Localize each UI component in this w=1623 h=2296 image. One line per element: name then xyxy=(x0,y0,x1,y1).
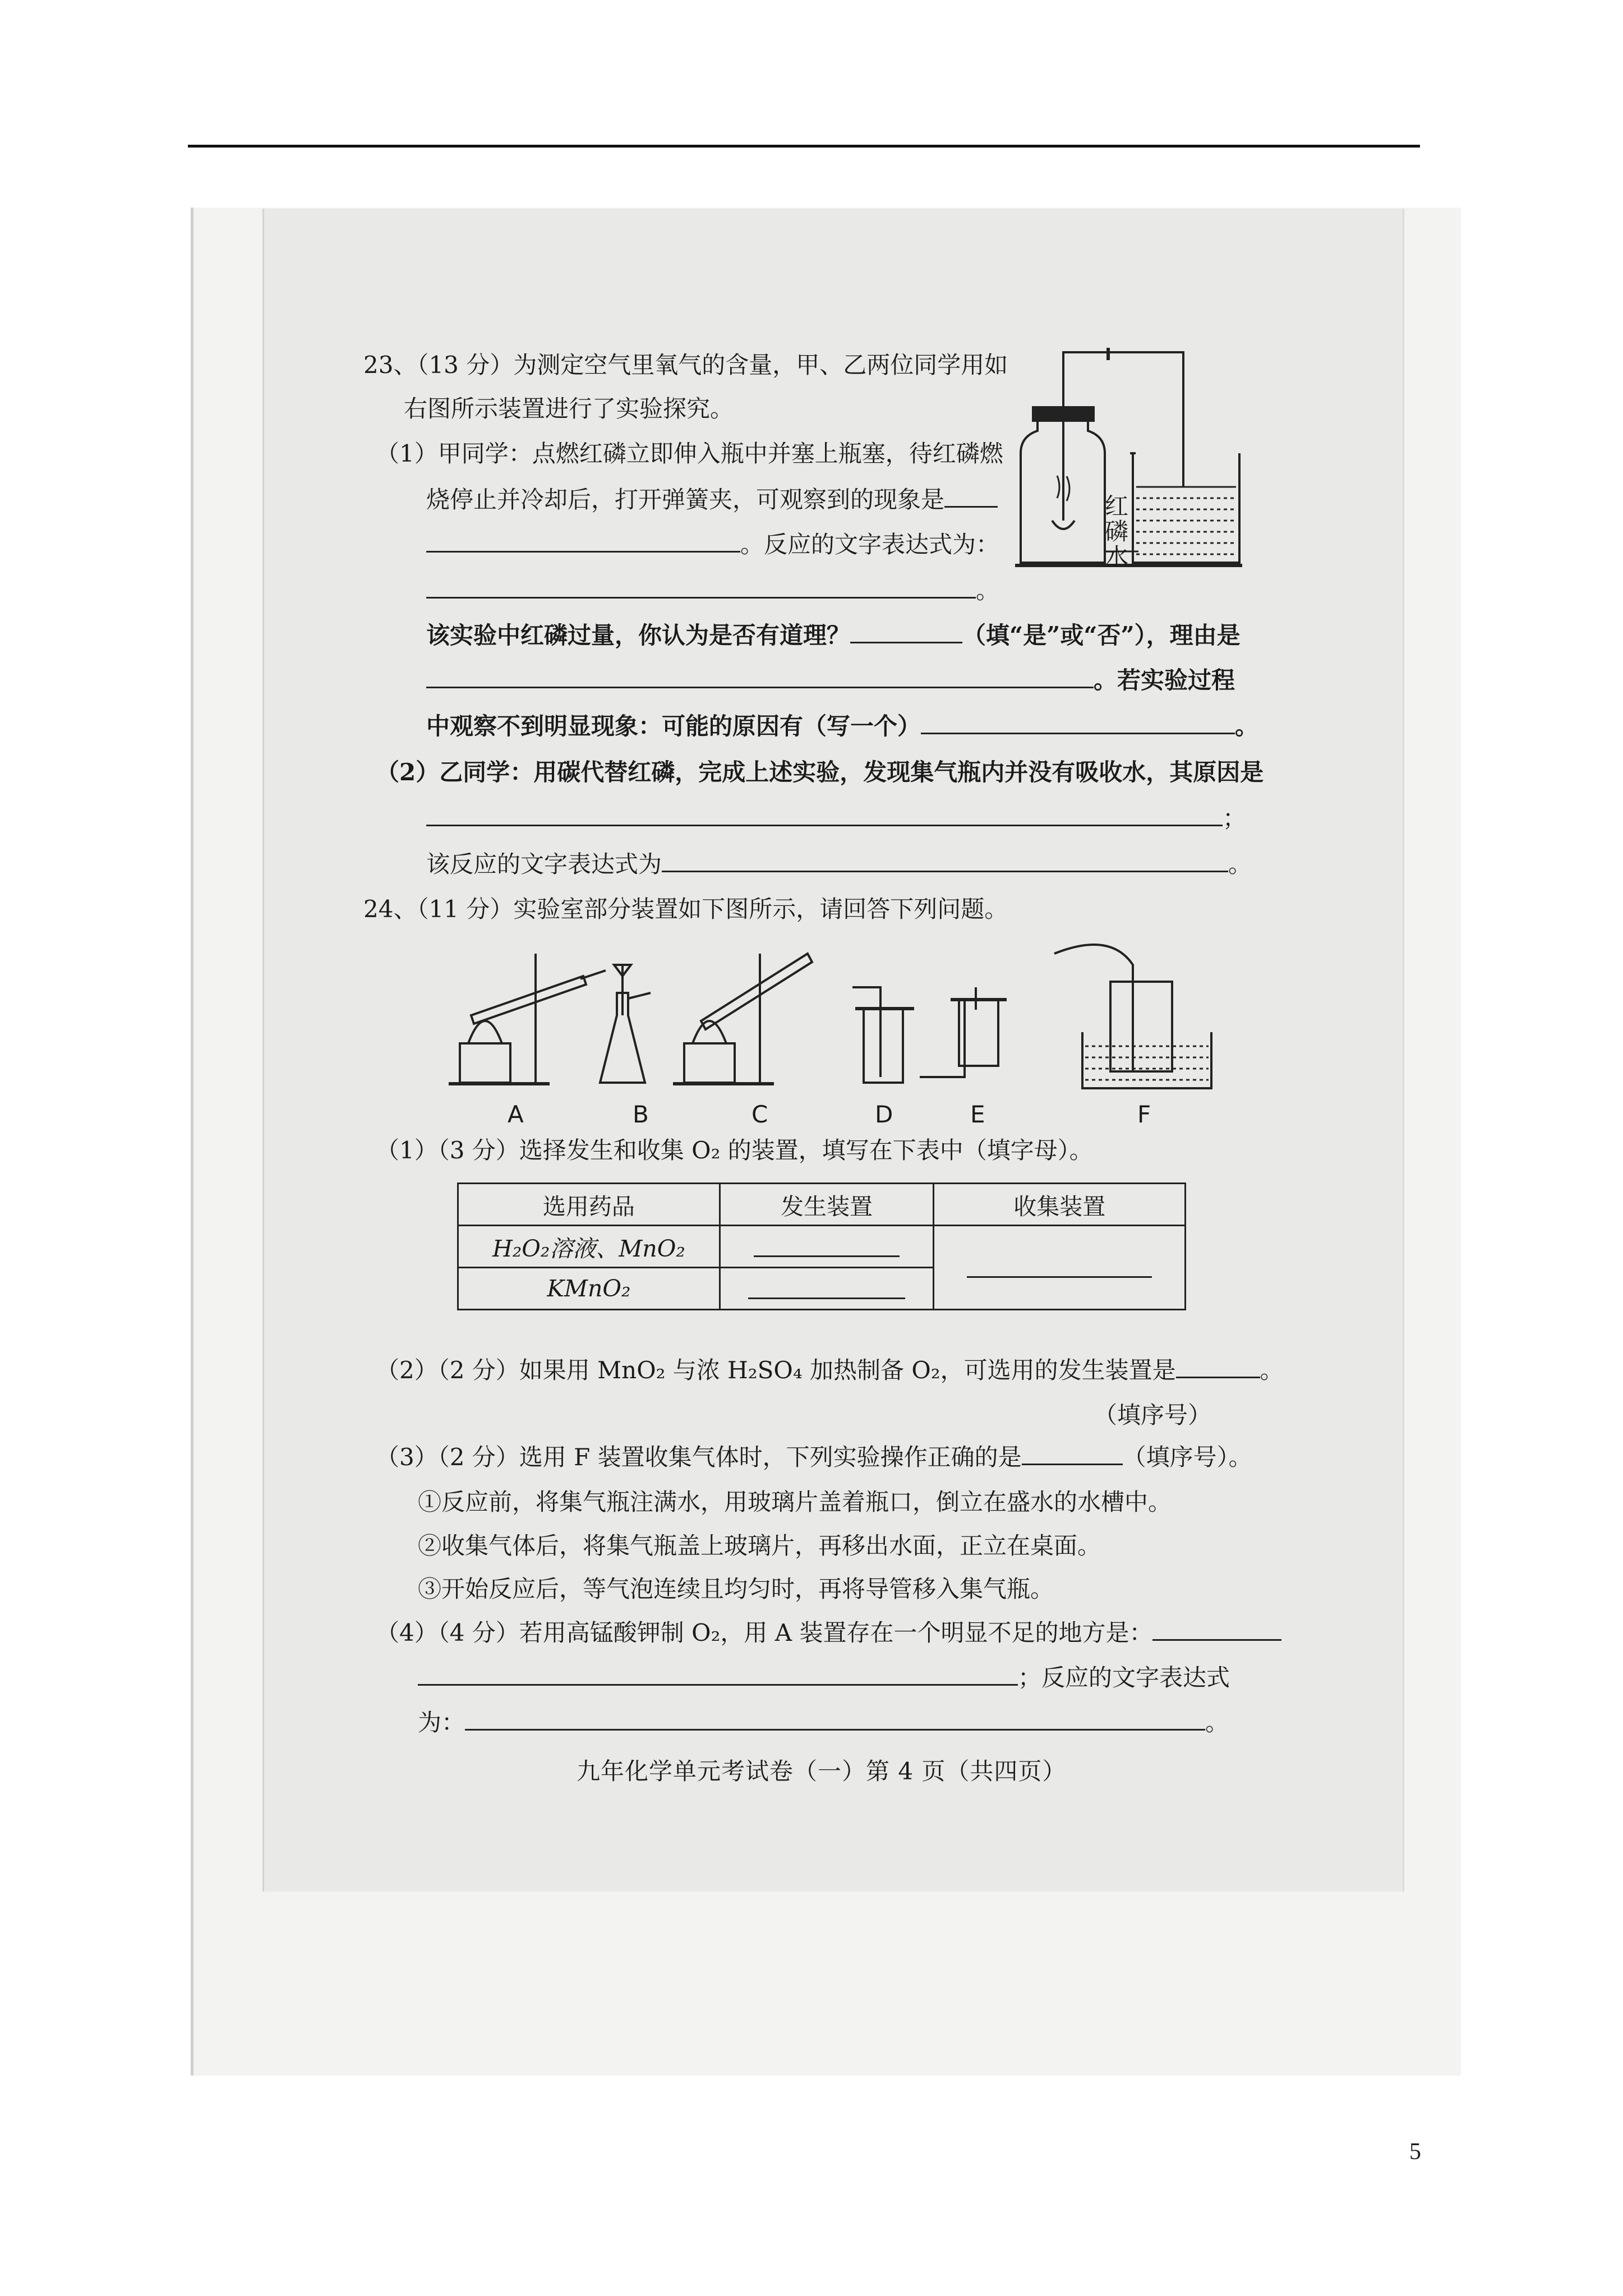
q23-blank-yes-no[interactable] xyxy=(850,617,962,643)
q23-blank-reason[interactable] xyxy=(426,662,1094,688)
q23-blank-cause[interactable] xyxy=(921,708,1235,734)
q23-part1-line4: 。 xyxy=(426,572,999,606)
q24-part4-line3: 为： 。 xyxy=(418,1704,1229,1738)
q23-label-water: 水 xyxy=(1105,543,1129,570)
q23-label-phosphorus: 磷 xyxy=(1105,518,1129,545)
q24-option-3: ③开始反应后，等气泡连续且均匀时，再将导管移入集气瓶。 xyxy=(418,1575,1054,1603)
header-rule xyxy=(188,145,1420,148)
q23-part1-line1: （1）甲同学：点燃红磷立即伸入瓶中并塞上瓶塞，待红磷燃 xyxy=(376,440,1003,467)
q24-part3: （3）（2 分）选用 F 装置收集气体时，下列实验操作正确的是 （填序号）。 xyxy=(376,1439,1252,1473)
q24-option-1: ①反应前，将集气瓶注满水，用玻璃片盖着瓶口，倒立在盛水的水槽中。 xyxy=(418,1488,1172,1516)
apparatus-label-d: D xyxy=(875,1101,893,1128)
q23-label-red: 红 xyxy=(1105,493,1129,520)
table-cell-generator-kmno[interactable] xyxy=(720,1268,934,1310)
q24-blank-flaw-b[interactable] xyxy=(418,1659,1018,1686)
q23-part1-line3: 。反应的文字表达式为： xyxy=(426,526,999,560)
q24-apparatus-figure xyxy=(437,931,1245,1099)
q23-part1-line7: 中观察不到明显现象：可能的原因有（写一个） 。 xyxy=(426,708,1258,742)
table-header-row xyxy=(458,1184,1186,1226)
q24-blank-kmno4-equation[interactable] xyxy=(465,1704,1205,1731)
q24-line1: 24、（11 分）实验室部分装置如下图所示，请回答下列问题。 xyxy=(363,895,1008,923)
q23-blank-phenomenon-a[interactable] xyxy=(944,481,998,508)
apparatus-label-b: B xyxy=(633,1101,649,1128)
q23-part2-line1: （2）乙同学：用碳代替红磷，完成上述实验，发现集气瓶内并没有吸收水，其原因是 xyxy=(376,758,1264,786)
q24-part4-line2: ；反应的文字表达式 xyxy=(418,1659,1230,1693)
apparatus-label-e: E xyxy=(970,1101,985,1128)
table-cell-reagent-kmno: KMnO₂ xyxy=(458,1268,720,1310)
exam-footer: 九年化学单元考试卷（一）第 4 页（共四页） xyxy=(577,1757,1067,1785)
q23-line2: 右图所示装置进行了实验探究。 xyxy=(404,395,734,422)
q24-part1: （1）（3 分）选择发生和收集 O₂ 的装置，填写在下表中（填字母）。 xyxy=(376,1137,1093,1164)
q24-part2-note: （填序号） xyxy=(1094,1401,1212,1429)
table-row xyxy=(458,1226,1186,1268)
q24-part4: （4）（4 分）若用高锰酸钾制 O₂，用 A 装置存在一个明显不足的地方是： xyxy=(376,1614,1281,1648)
q24-blank-flaw-a[interactable] xyxy=(1152,1614,1281,1641)
apparatus-label-c: C xyxy=(751,1101,768,1128)
q23-blank-phenomenon-b[interactable] xyxy=(426,526,740,553)
q23-part2-line3: 该反应的文字表达式为 。 xyxy=(426,846,1252,880)
table-header-collector: 收集装置 xyxy=(934,1184,1186,1226)
q24-option-2: ②收集气体后，将集气瓶盖上玻璃片，再移出水面，正立在桌面。 xyxy=(418,1532,1101,1559)
q23-part1-line2: 烧停止并冷却后，打开弹簧夹，可观察到的现象是 xyxy=(426,481,998,515)
q24-blank-generator[interactable] xyxy=(1176,1352,1260,1378)
q23-blank-equation[interactable] xyxy=(426,572,976,599)
table-cell-collector[interactable] xyxy=(934,1226,1186,1310)
q23-part1-line5: 该实验中红磷过量，你认为是否有道理？ （填“是”或“否”），理由是 xyxy=(426,617,1241,651)
page-number: 5 xyxy=(1409,2139,1421,2165)
q24-blank-operation[interactable] xyxy=(1022,1439,1123,1465)
q23-part1-line6: 。若实验过程 xyxy=(426,662,1235,696)
table-header-reagent: 选用药品 xyxy=(458,1184,720,1226)
table-cell-generator-h2o2[interactable] xyxy=(720,1226,934,1268)
apparatus-label-a: A xyxy=(508,1101,524,1128)
q23-blank-carbon-equation[interactable] xyxy=(662,846,1228,872)
table-cell-reagent-h2o2: H₂O₂溶液、MnO₂ xyxy=(458,1226,720,1268)
apparatus-selection-table xyxy=(457,1182,1186,1310)
apparatus-label-f: F xyxy=(1137,1101,1151,1128)
q24-part2: （2）（2 分）如果用 MnO₂ 与浓 H₂SO₄ 加热制备 O₂，可选用的发生装置是 。 xyxy=(376,1352,1284,1386)
q23-blank-carbon-reason[interactable] xyxy=(426,800,1223,826)
table-header-generator: 发生装置 xyxy=(720,1184,934,1226)
q23-part2-line2: ； xyxy=(426,800,1246,834)
q23-line1: 23、（13 分）为测定空气里氧气的含量，甲、乙两位同学用如 xyxy=(363,351,1008,379)
